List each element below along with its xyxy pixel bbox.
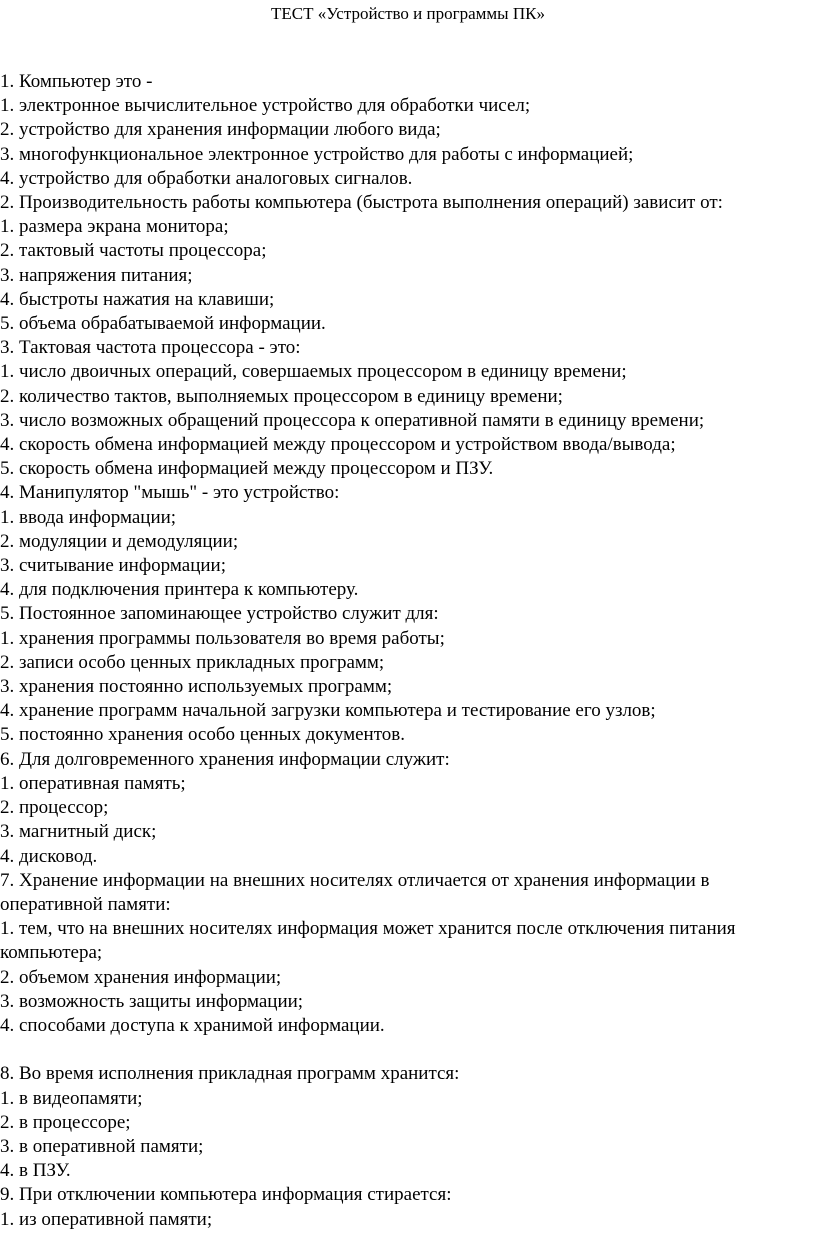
question-7: 7. Хранение информации на внешних носителях отличается от хранения информации в оперативной памяти: [0,869,710,915]
q4-option-2: 2. модуляции и демодуляции; [0,530,239,552]
question-9: 9. При отключении компьютера информация стирается: [0,1184,452,1206]
q6-option-3: 3. магнитный диск; [0,821,157,843]
q8-option-2: 2. в процессоре; [0,1111,131,1133]
test-content [0,70,812,1232]
page-title: ТЕСТ «Устройство и программы ПК» [271,4,545,23]
q2-option-5: 5. объема обрабатываемой информации. [0,313,326,335]
question-5: 5. Постоянное запоминающее устройство служит для: [0,603,439,625]
q1-option-1: 1. электронное вычислительное устройство для обработки чисел; [0,95,531,117]
q5-option-2: 2. записи особо ценных прикладных программ; [0,651,385,673]
q3-option-4: 4. скорость обмена информацией между процессором и устройством ввода/вывода; [0,434,676,456]
q2-option-2: 2. тактовый частоты процессора; [0,240,267,262]
q1-option-4: 4. устройство для обработки аналоговых сигналов. [0,167,413,189]
q2-option-3: 3. напряжения питания; [0,264,193,286]
q6-option-4: 4. дисковод. [0,845,98,867]
paragraph-gap [0,1038,812,1062]
q4-option-4: 4. для подключения принтера к компьютеру. [0,579,359,601]
q3-option-2: 2. количество тактов, выполняемых процессором в единицу времени; [0,385,563,407]
q2-option-4: 4. быстроты нажатия на клавиши; [0,288,275,310]
q1-option-2: 2. устройство для хранения информации любого вида; [0,119,441,141]
q2-option-1: 1. размера экрана монитора; [0,216,229,238]
q7-option-3: 3. возможность защиты информации; [0,990,304,1012]
question-8: 8. Во время исполнения прикладная программ хранится: [0,1063,460,1085]
q8-option-1: 1. в видеопамяти; [0,1087,143,1109]
q5-option-1: 1. хранения программы пользователя во время работы; [0,627,445,649]
question-6: 6. Для долговременного хранения информации служит: [0,748,450,770]
question-3: 3. Тактовая частота процессора - это: [0,337,301,359]
q3-option-3: 3. число возможных обращений процессора к оперативной памяти в единицу времени; [0,409,705,431]
q5-option-4: 4. хранение программ начальной загрузки компьютера и тестирование его узлов; [0,700,656,722]
q8-option-3: 3. в оперативной памяти; [0,1135,204,1157]
q7-option-2: 2. объемом хранения информации; [0,966,282,988]
q5-option-3: 3. хранения постоянно используемых программ; [0,676,393,698]
q8-option-4: 4. в ПЗУ. [0,1160,71,1182]
q7-option-1: 1. тем, что на внешних носителях информация может хранится после отключения питания компьютера; [0,918,736,964]
question-1: 1. Компьютер это - [0,71,153,92]
q6-option-1: 1. оперативная память; [0,772,186,794]
question-4: 4. Манипулятор "мышь" - это устройство: [0,482,340,504]
q1-option-3: 3. многофункциональное электронное устройство для работы с информацией; [0,143,634,165]
q4-option-3: 3. считывание информации; [0,555,226,577]
q6-option-2: 2. процессор; [0,797,109,819]
question-2: 2. Производительность работы компьютера (быстрота выполнения операций) зависит от: [0,192,723,214]
q3-option-5: 5. скорость обмена информацией между процессором и ПЗУ. [0,458,494,480]
q7-option-4: 4. способами доступа к хранимой информации. [0,1014,385,1036]
q5-option-5: 5. постоянно хранения особо ценных документов. [0,724,406,746]
q9-option-1: 1. из оперативной памяти; [0,1208,213,1230]
q3-option-1: 1. число двоичных операций, совершаемых процессором в единицу времени; [0,361,627,383]
q4-option-1: 1. ввода информации; [0,506,177,528]
